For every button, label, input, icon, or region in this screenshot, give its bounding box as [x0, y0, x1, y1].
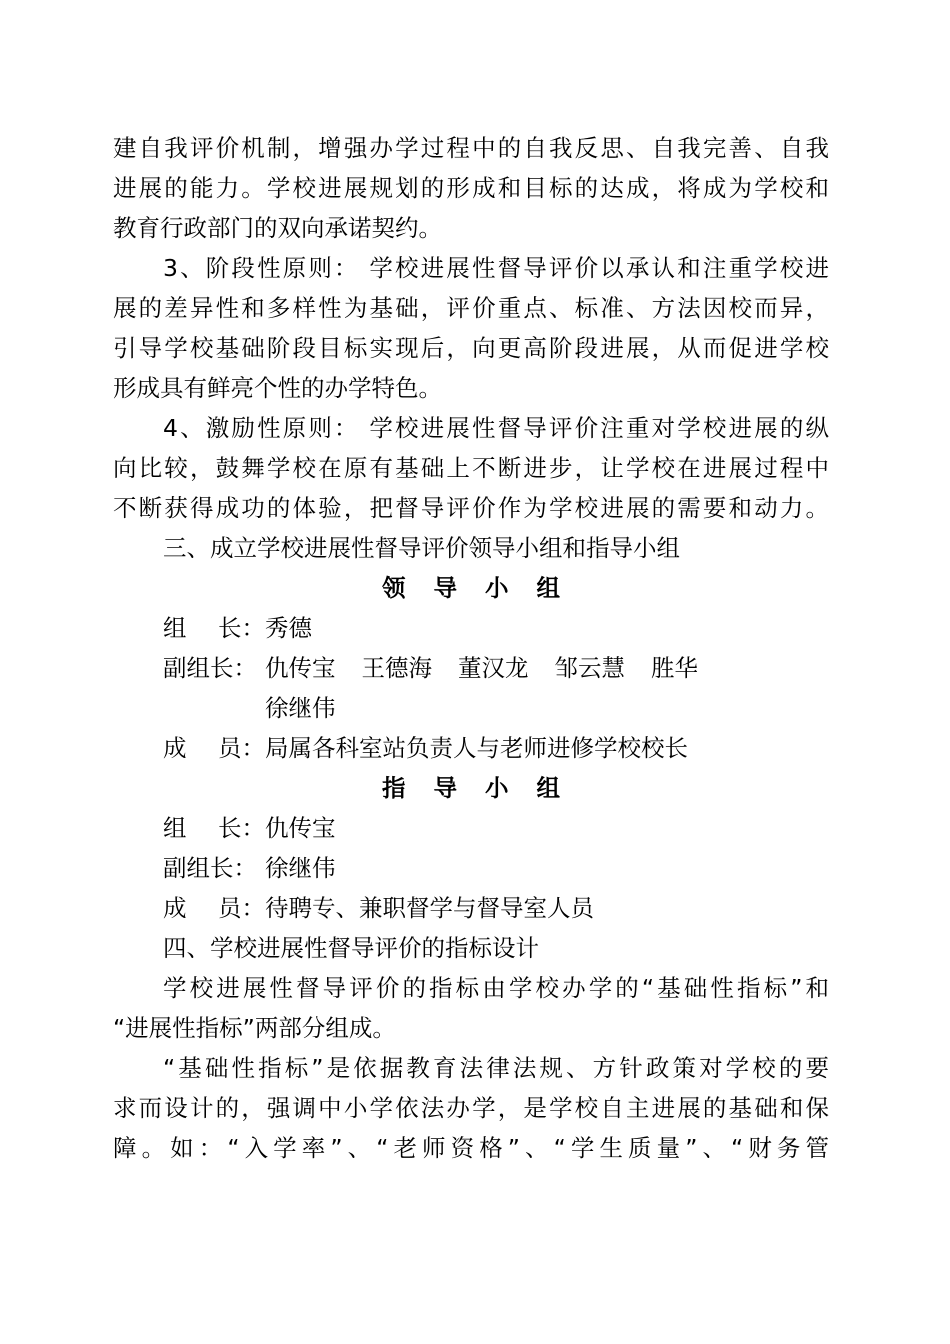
paragraph-line: 建自我评价机制，增强办学过程中的自我反思、自我完善、自我	[113, 134, 829, 162]
paragraph-line: 学校进展性督导评价的指标由学校办学的“基础性指标”和	[163, 974, 829, 1002]
deputy-name: 董汉龙	[458, 654, 529, 682]
deputy-list	[265, 648, 735, 728]
row-label: 副组长：	[163, 654, 257, 682]
paragraph-line: 不断获得成功的体验，把督导评价作为学校进展的需要和动力。	[113, 494, 829, 522]
leader-row	[113, 808, 829, 848]
deputy-row	[113, 848, 829, 888]
document-page	[113, 128, 829, 1168]
member-row	[113, 728, 829, 768]
member-value: 待聘专、兼职督学与督导室人员	[265, 894, 594, 922]
row-label: 副组长：	[163, 854, 257, 882]
deputy-name: 王德海	[361, 654, 432, 682]
group-heading: 指导小组	[382, 774, 588, 802]
paragraph-line: “进展性指标”两部分组成。	[113, 1014, 396, 1042]
paragraph-line: 进展的能力。学校进展规划的形成和目标的达成，将成为学校和	[113, 174, 829, 202]
deputy-name: 胜华	[651, 654, 698, 682]
paragraph-line: 3、阶段性原则： 学校进展性督导评价以承认和注重学校进	[163, 254, 829, 282]
paragraph-line: 展的差异性和多样性为基础，评价重点、标准、方法因校而异，	[113, 294, 829, 322]
paragraph-line: “基础性指标”是依据教育法律法规、方针政策对学校的要	[163, 1054, 829, 1082]
section-title: 三、成立学校进展性督导评价领导小组和指导小组	[163, 534, 680, 562]
leader-row	[113, 608, 829, 648]
row-label: 组 长：	[163, 814, 265, 842]
row-label: 成 员：	[163, 734, 265, 762]
section-title: 四、学校进展性督导评价的指标设计	[163, 934, 539, 962]
deputy-name: 仇传宝	[265, 654, 336, 682]
paragraph-line: 教育行政部门的双向承诺契约。	[113, 214, 442, 242]
deputy-value: 徐继伟	[265, 854, 336, 882]
paragraph-line: 形成具有鲜亮个性的办学特色。	[113, 374, 442, 402]
paragraph-line: 4、激励性原则： 学校进展性督导评价注重对学校进展的纵	[163, 414, 829, 442]
leader-value: 仇传宝	[265, 814, 336, 842]
row-label: 成 员：	[163, 894, 265, 922]
paragraph-line: 障。如：“入学率”、“老师资格”、“学生质量”、“财务管	[113, 1134, 829, 1162]
paragraph-line: 求而设计的，强调中小学依法办学，是学校自主进展的基础和保	[113, 1094, 829, 1122]
member-value: 局属各科室站负责人与老师进修学校校长	[265, 734, 688, 762]
row-label: 组 长：	[163, 614, 265, 642]
deputy-name: 邹云慧	[554, 654, 625, 682]
paragraph-line: 引导学校基础阶段目标实现后，向更高阶段进展，从而促进学校	[113, 334, 829, 362]
deputy-name: 徐继伟	[265, 694, 336, 722]
leader-value: 秀德	[265, 614, 312, 642]
member-row	[113, 888, 829, 928]
group-heading: 领导小组	[382, 574, 588, 602]
paragraph-line: 向比较，鼓舞学校在原有基础上不断进步，让学校在进展过程中	[113, 454, 829, 482]
deputy-row	[113, 648, 829, 728]
